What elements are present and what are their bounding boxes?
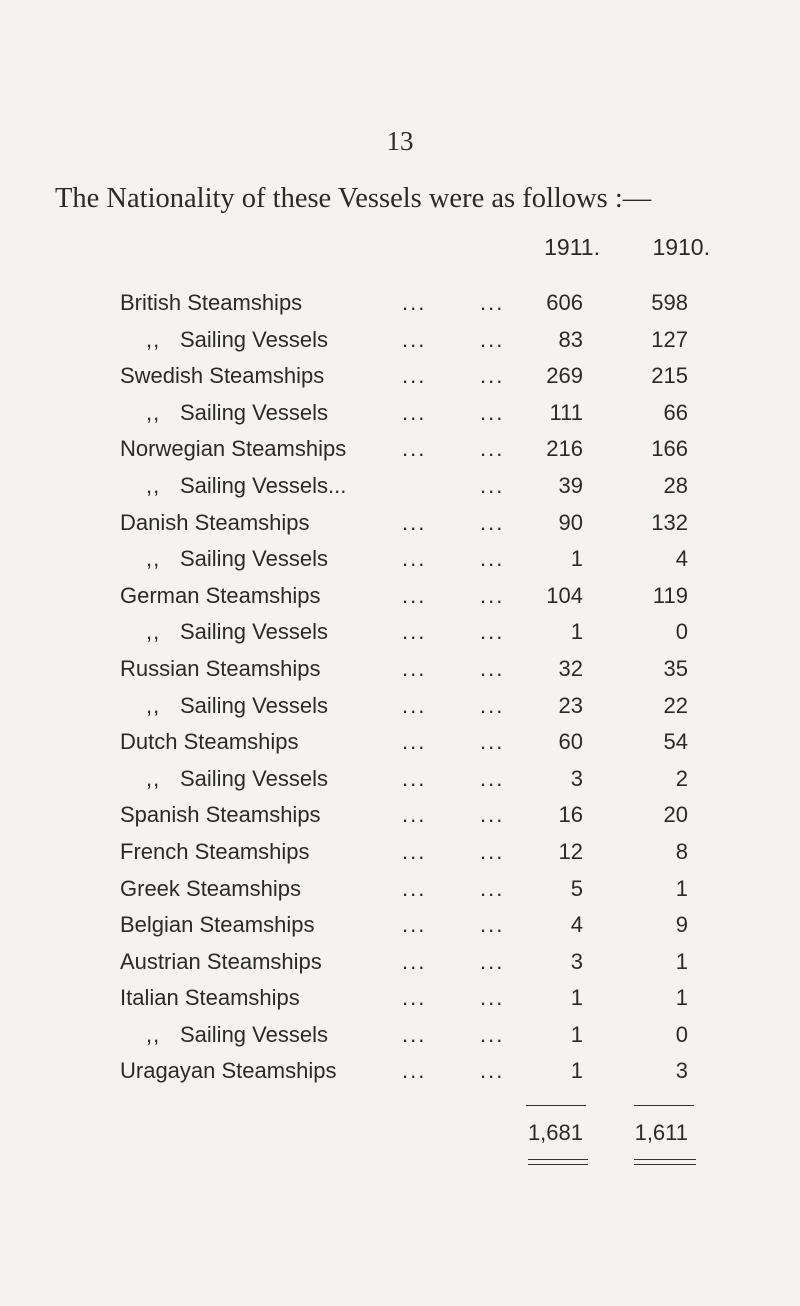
leader-dots: ... bbox=[480, 546, 505, 572]
row-label-text: Sailing Vessels bbox=[180, 326, 328, 352]
row-label bbox=[120, 290, 302, 316]
table-row bbox=[0, 985, 800, 1022]
row-label-text: Russian Steamships bbox=[120, 655, 321, 681]
leader-dots: ... bbox=[402, 1058, 427, 1084]
row-label-text: British Steamships bbox=[120, 290, 303, 315]
value-1910: 1 bbox=[675, 948, 688, 974]
leader-dots: ... bbox=[402, 912, 427, 938]
leader-dots: ... bbox=[402, 546, 427, 572]
row-label bbox=[120, 656, 321, 682]
table-row bbox=[0, 912, 800, 949]
leader-dots: ... bbox=[402, 838, 427, 864]
table-row bbox=[0, 290, 800, 327]
value-1911: 269 bbox=[546, 363, 583, 389]
leader-dots: ... bbox=[402, 363, 427, 389]
value-1910: 132 bbox=[651, 509, 688, 535]
table-row bbox=[0, 656, 800, 693]
row-label bbox=[120, 510, 310, 536]
leader-dots: ... bbox=[402, 692, 427, 718]
value-1910: 20 bbox=[663, 802, 688, 828]
table-row bbox=[0, 1022, 800, 1059]
table-row bbox=[0, 436, 800, 473]
row-label bbox=[120, 839, 310, 865]
row-label bbox=[146, 693, 328, 719]
row-label bbox=[146, 400, 328, 426]
leader-dots: ... bbox=[480, 326, 505, 352]
column-header-1911: 1911. bbox=[544, 234, 600, 260]
table-row bbox=[0, 839, 800, 876]
table-row bbox=[0, 766, 800, 803]
table-row bbox=[0, 1058, 800, 1095]
value-1911: 1 bbox=[570, 1058, 583, 1084]
row-label-text: Austrian Steamships bbox=[120, 948, 322, 974]
leader-dots: ... bbox=[480, 436, 505, 462]
table-row bbox=[0, 583, 800, 620]
leader-dots: ... bbox=[480, 509, 505, 535]
value-1911: 111 bbox=[549, 399, 583, 425]
leader-dots: ... bbox=[480, 290, 505, 315]
page-number: 13 bbox=[386, 126, 414, 156]
row-label-text: Sailing Vessels bbox=[180, 765, 328, 791]
value-1910: 127 bbox=[651, 326, 688, 352]
ditto-mark: ,, bbox=[146, 1021, 161, 1047]
value-1910: 3 bbox=[675, 1058, 688, 1084]
table-row bbox=[0, 876, 800, 913]
row-label bbox=[120, 436, 346, 462]
row-label-text: Sailing Vessels bbox=[180, 692, 328, 718]
row-label bbox=[120, 949, 322, 975]
value-1910: 9 bbox=[675, 912, 688, 938]
leader-dots: ... bbox=[480, 363, 505, 389]
row-label-text: Italian Steamships bbox=[120, 985, 300, 1011]
row-label-text: Spanish Steamships bbox=[120, 802, 321, 828]
leader-dots: ... bbox=[402, 655, 427, 681]
ditto-mark: ,, bbox=[146, 326, 161, 352]
table-row bbox=[0, 400, 800, 437]
value-1910: 2 bbox=[675, 765, 688, 791]
row-label bbox=[146, 766, 328, 792]
row-label-text: Sailing Vessels bbox=[180, 1021, 328, 1047]
leader-dots: ... bbox=[480, 472, 505, 498]
leader-dots: ... bbox=[402, 290, 427, 315]
value-1911: 3 bbox=[570, 765, 583, 791]
table-row bbox=[0, 546, 800, 583]
leader-dots: ... bbox=[480, 729, 505, 755]
row-label bbox=[120, 729, 299, 755]
total-rule-1911 bbox=[526, 1105, 586, 1106]
value-1911: 12 bbox=[558, 838, 583, 864]
ditto-mark: ,, bbox=[146, 472, 161, 498]
value-1910: 8 bbox=[675, 838, 688, 864]
leader-dots: ... bbox=[402, 619, 427, 645]
value-1911: 83 bbox=[558, 326, 583, 352]
leader-dots: ... bbox=[402, 802, 427, 828]
leader-dots: ... bbox=[402, 326, 427, 352]
table-row bbox=[0, 802, 800, 839]
leader-dots: ... bbox=[402, 582, 427, 608]
table-row bbox=[0, 510, 800, 547]
value-1911: 1 bbox=[570, 546, 583, 572]
value-1910: 119 bbox=[652, 582, 688, 608]
row-label bbox=[120, 583, 321, 609]
leader-dots: ... bbox=[480, 802, 505, 828]
row-label bbox=[120, 985, 300, 1011]
leader-dots: ... bbox=[480, 948, 505, 974]
row-label-text: French Steamships bbox=[120, 838, 310, 864]
row-label-text: Sailing Vessels bbox=[180, 399, 328, 425]
double-rule-1911-top bbox=[528, 1159, 588, 1160]
ditto-mark: ,, bbox=[146, 546, 161, 572]
table-row bbox=[0, 473, 800, 510]
vessel-table bbox=[0, 290, 800, 1095]
value-1911: 1 bbox=[570, 619, 583, 645]
ditto-mark: ,, bbox=[146, 399, 161, 425]
value-1911: 60 bbox=[558, 729, 583, 755]
table-row bbox=[0, 363, 800, 400]
row-label bbox=[146, 546, 328, 572]
row-label-text: Dutch Steamships bbox=[120, 729, 299, 755]
leader-dots: ... bbox=[480, 655, 505, 681]
row-label bbox=[146, 619, 328, 645]
leader-dots: ... bbox=[402, 985, 427, 1011]
value-1910: 4 bbox=[675, 546, 688, 572]
value-1910: 22 bbox=[663, 692, 688, 718]
leader-dots: ... bbox=[480, 1058, 505, 1084]
row-label bbox=[120, 912, 314, 938]
total-1910: 1,611 bbox=[634, 1120, 688, 1145]
value-1910: 166 bbox=[651, 436, 688, 462]
row-label bbox=[120, 802, 321, 828]
value-1910: 66 bbox=[663, 399, 688, 425]
leader-dots: ... bbox=[402, 729, 427, 755]
value-1911: 23 bbox=[558, 692, 583, 718]
leader-dots: ... bbox=[480, 985, 505, 1011]
value-1911: 216 bbox=[546, 436, 583, 462]
total-rule-1910 bbox=[634, 1105, 694, 1106]
leader-dots: ... bbox=[402, 399, 427, 425]
table-row bbox=[0, 619, 800, 656]
table-row bbox=[0, 729, 800, 766]
leader-dots: ... bbox=[480, 765, 505, 791]
leader-dots: ... bbox=[480, 1021, 505, 1047]
double-rule-1910-bottom bbox=[634, 1164, 696, 1165]
value-1911: 1 bbox=[570, 1021, 583, 1047]
leader-dots: ... bbox=[402, 948, 427, 974]
value-1911: 1 bbox=[570, 985, 583, 1011]
value-1910: 54 bbox=[663, 729, 688, 755]
row-label-text: Danish Steamships bbox=[120, 509, 310, 535]
row-label-text: Norwegian Steamships bbox=[120, 436, 347, 462]
table-row bbox=[0, 949, 800, 986]
row-label-text: Sailing Vessels... bbox=[180, 472, 347, 498]
row-label-text: Sailing Vessels bbox=[180, 546, 328, 572]
leader-dots: ... bbox=[480, 875, 505, 901]
row-label bbox=[146, 1022, 328, 1048]
row-label bbox=[120, 1058, 336, 1084]
value-1911: 90 bbox=[558, 509, 583, 535]
ditto-mark: ,, bbox=[146, 692, 161, 718]
value-1911: 104 bbox=[546, 582, 583, 608]
total-1911: 1,681 bbox=[527, 1120, 583, 1145]
value-1910: 215 bbox=[651, 363, 688, 389]
leader-dots: ... bbox=[402, 765, 427, 791]
value-1911: 5 bbox=[570, 875, 583, 901]
row-label bbox=[146, 473, 346, 499]
leader-dots: ... bbox=[480, 619, 505, 645]
row-label-text: Belgian Steamships bbox=[120, 912, 315, 938]
leader-dots: ... bbox=[402, 509, 427, 535]
leader-dots: ... bbox=[480, 582, 505, 608]
value-1910: 1 bbox=[675, 875, 688, 901]
leader-dots: ... bbox=[480, 912, 505, 938]
row-label bbox=[120, 876, 301, 902]
value-1910: 598 bbox=[651, 290, 688, 315]
double-rule-1911-bottom bbox=[528, 1164, 588, 1165]
row-label-text: German Steamships bbox=[120, 582, 321, 608]
value-1911: 4 bbox=[570, 912, 583, 938]
row-label bbox=[146, 327, 328, 353]
value-1911: 606 bbox=[546, 290, 583, 315]
row-label-text: Sailing Vessels bbox=[180, 619, 328, 645]
value-1911: 39 bbox=[558, 472, 583, 498]
row-label bbox=[120, 363, 324, 389]
value-1911: 16 bbox=[558, 802, 583, 828]
leader-dots: ... bbox=[402, 436, 427, 462]
value-1911: 32 bbox=[558, 655, 583, 681]
table-row bbox=[0, 693, 800, 730]
value-1910: 35 bbox=[663, 655, 688, 681]
page-heading: The Nationality of these Vessels were as follows :— bbox=[55, 183, 652, 214]
row-label-text: Uragayan Steamships bbox=[120, 1058, 337, 1084]
ditto-mark: ,, bbox=[146, 765, 161, 791]
value-1910: 0 bbox=[675, 1021, 688, 1047]
value-1911: 3 bbox=[570, 948, 583, 974]
column-header-1910: 1910. bbox=[652, 234, 710, 260]
leader-dots: ... bbox=[402, 1021, 427, 1047]
value-1910: 28 bbox=[663, 472, 688, 498]
value-1910: 0 bbox=[675, 619, 688, 645]
leader-dots: ... bbox=[480, 692, 505, 718]
double-rule-1910-top bbox=[634, 1159, 696, 1160]
row-label-text: Swedish Steamships bbox=[120, 363, 325, 389]
ditto-mark: ,, bbox=[146, 619, 161, 645]
row-label-text: Greek Steamships bbox=[120, 875, 301, 901]
leader-dots: ... bbox=[402, 875, 427, 901]
value-1910: 1 bbox=[675, 985, 688, 1011]
leader-dots: ... bbox=[480, 399, 505, 425]
table-row bbox=[0, 327, 800, 364]
leader-dots: ... bbox=[480, 838, 505, 864]
